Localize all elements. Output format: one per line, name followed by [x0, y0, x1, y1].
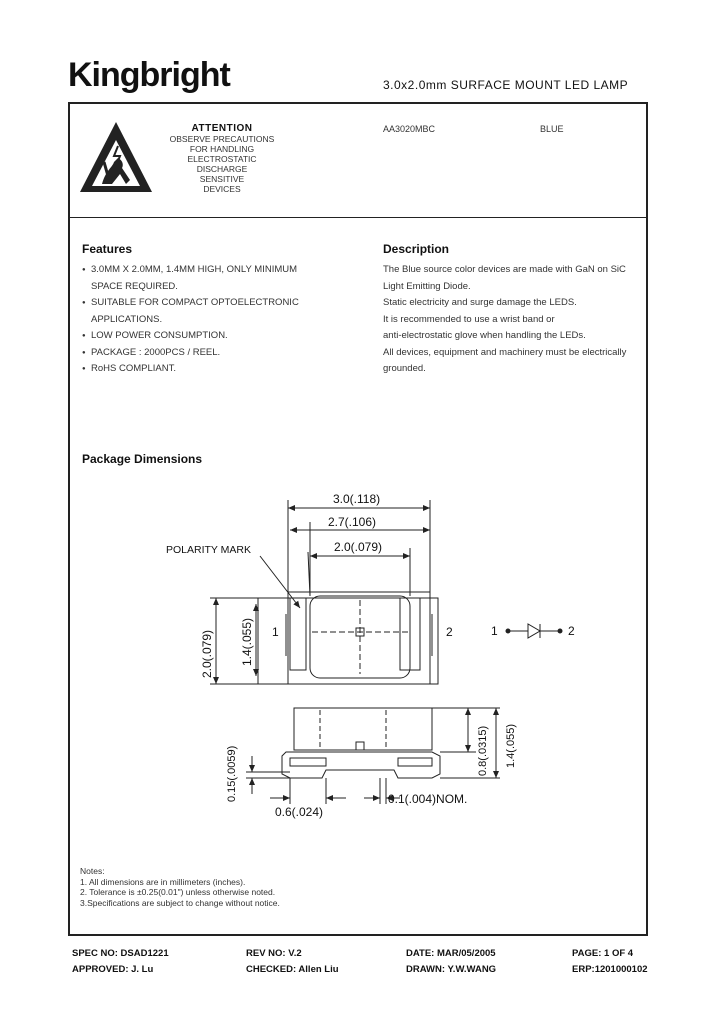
dim-height-total: 2.0(.079) — [200, 629, 214, 678]
emitting-color: BLUE — [540, 124, 564, 134]
pin1-label: 1 — [272, 625, 279, 639]
attention-line: SENSITIVE — [199, 174, 245, 184]
package-dimensions-title: Package Dimensions — [82, 452, 203, 466]
attention-line: OBSERVE PRECAUTIONS — [169, 134, 275, 144]
feature-item: ● PACKAGE : 2000PCS / REEL. — [82, 345, 342, 362]
pin2-label: 2 — [446, 625, 453, 639]
feature-item-cont: APPLICATIONS. — [91, 313, 163, 325]
brand-logo: Kingbright — [68, 56, 230, 94]
description-line: grounded. — [383, 363, 426, 374]
dim-width-total: 3.0(.118) — [333, 492, 381, 506]
pad-left — [290, 598, 306, 670]
note-line: 3.Specifications are subject to change without notice. — [80, 897, 280, 908]
attention-line: FOR HANDLING — [189, 144, 255, 154]
feature-item: ● LOW POWER CONSUMPTION. — [82, 328, 342, 345]
footer-erp: ERP:1201000102 — [572, 964, 648, 975]
notes-block — [80, 866, 280, 908]
footer-date: DATE: MAR/05/2005 — [406, 948, 496, 959]
description-line: All devices, equipment and machinery must be electrically — [383, 346, 627, 358]
top-view-outline — [258, 598, 438, 684]
description-line: Static electricity and surge damage the LEDS. — [383, 297, 577, 308]
dim-pad-width: 0.6(.024) — [275, 805, 324, 819]
attention-line: DEVICES — [203, 184, 241, 194]
document-title: 3.0x2.0mm SURFACE MOUNT LED LAMP — [383, 78, 629, 92]
feature-item: ● 3.0MM X 2.0MM, 1.4MM HIGH, ONLY MINIMUM — [82, 262, 342, 279]
note-line: 2. Tolerance is ±0.25(0.01") unless otherwise noted. — [80, 887, 276, 897]
footer-drawn: DRAWN: Y.W.WANG — [406, 964, 497, 975]
footer-approved: APPROVED: J. Lu — [72, 964, 154, 975]
feature-item-cont: SPACE REQUIRED. — [91, 280, 178, 292]
feature-item: ● SUITABLE FOR COMPACT OPTOELECTRONIC — [82, 295, 342, 312]
feature-item: ● RoHS COMPLIANT. — [82, 361, 342, 378]
part-number: AA3020MBC — [383, 124, 436, 134]
dim-width-lens: 2.0(.079) — [334, 540, 383, 554]
note-line: 1. All dimensions are in millimeters (inches). — [80, 876, 246, 887]
attention-title: ATTENTION — [191, 123, 253, 134]
schematic-pin1-label: 1 — [491, 624, 498, 638]
dim-total-height: 1.4(.055) — [505, 723, 517, 768]
footer-spec-no: SPEC NO: DSAD1221 — [72, 948, 169, 959]
attention-line: ELECTROSTATIC — [187, 154, 257, 164]
description-line: Light Emitting Diode. — [383, 280, 471, 292]
polarity-mark-label: POLARITY MARK — [166, 544, 251, 556]
dim-height-lens: 1.4(.055) — [240, 617, 254, 666]
dim-width-body: 2.7(.106) — [328, 515, 377, 529]
description-line: It is recommended to use a wrist band or — [383, 313, 555, 325]
footer-rev-no: REV NO: V.2 — [246, 948, 302, 959]
notes-title: Notes: — [80, 866, 105, 876]
features-title: Features — [82, 242, 133, 256]
footer-checked: CHECKED: Allen Liu — [246, 964, 339, 975]
dim-pad-thickness: 0.15(.0059) — [226, 745, 238, 802]
description-line: The Blue source color devices are made with GaN on SiC — [383, 264, 626, 275]
footer-page: PAGE: 1 OF 4 — [572, 948, 634, 959]
schematic-pin2-label: 2 — [568, 624, 575, 638]
description-line: anti-electrostatic glove when handling the LEDs. — [383, 330, 586, 341]
side-view — [246, 708, 500, 804]
dim-body-height: 0.8(.0315) — [477, 725, 489, 776]
attention-line: DISCHARGE — [196, 164, 248, 174]
description-title: Description — [383, 242, 450, 256]
dim-gap: 0.1(.004)NOM. — [388, 792, 468, 806]
diode-schematic — [506, 624, 562, 638]
